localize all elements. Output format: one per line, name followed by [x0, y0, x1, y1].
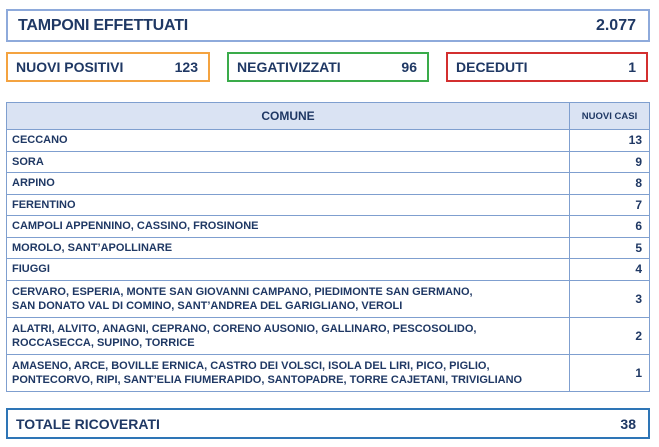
table-row	[7, 237, 650, 259]
table-row	[7, 354, 650, 391]
tamponi-box	[6, 9, 650, 42]
table-row	[7, 130, 650, 152]
header-comune: COMUNE	[7, 103, 570, 130]
comune-line: SAN DONATO VAL DI COMINO, SANT’ANDREA DEL GARIGLIANO, VEROLI	[12, 299, 403, 312]
comune-line: CERVARO, ESPERIA, MONTE SAN GIOVANNI CAMPANO, PIEDIMONTE SAN GERMANO,	[12, 285, 473, 298]
negativizzati-value: 96	[401, 59, 417, 75]
comune-line: ALATRI, ALVITO, ANAGNI, CEPRANO, CORENO AUSONIO, GALLINARO, PESCOSOLIDO,	[12, 322, 477, 335]
table-row	[7, 259, 650, 281]
comune-line: AMASENO, ARCE, BOVILLE ERNICA, CASTRO DEI VOLSCI, ISOLA DEL LIRI, PICO, PIGLIO,	[12, 359, 490, 372]
casi-cell: 7	[570, 194, 650, 216]
casi-cell: 4	[570, 259, 650, 281]
tamponi-value: 2.077	[595, 16, 636, 34]
negativizzati-label: NEGATIVIZZATI	[237, 59, 341, 75]
comune-cell: SORA	[7, 151, 570, 173]
deceduti-box	[446, 52, 648, 82]
table-header-row	[7, 103, 650, 130]
header-nuovi-casi: NUOVI CASI	[570, 103, 650, 130]
comune-line: ROCCASECCA, SUPINO, TORRICE	[12, 336, 195, 349]
casi-cell: 13	[570, 130, 650, 152]
deceduti-label: DECEDUTI	[456, 59, 528, 75]
nuovi-positivi-value: 123	[174, 59, 198, 75]
totale-ricoverati-value: 38	[620, 415, 636, 432]
table-row	[7, 280, 650, 317]
comune-cell	[7, 280, 570, 317]
comune-cell: CAMPOLI APPENNINO, CASSINO, FROSINONE	[7, 216, 570, 238]
nuovi-positivi-label: NUOVI POSITIVI	[16, 59, 124, 75]
casi-cell: 5	[570, 237, 650, 259]
casi-cell: 6	[570, 216, 650, 238]
comune-cell	[7, 354, 570, 391]
comune-cell: CECCANO	[7, 130, 570, 152]
negativizzati-box	[227, 52, 429, 82]
comune-cell: FIUGGI	[7, 259, 570, 281]
nuovi-positivi-box	[6, 52, 210, 82]
comune-cell: FERENTINO	[7, 194, 570, 216]
totale-ricoverati-box	[6, 408, 650, 439]
comune-cell: ARPINO	[7, 173, 570, 195]
comuni-table	[6, 102, 650, 392]
comune-cell: MOROLO, SANT’APOLLINARE	[7, 237, 570, 259]
table-row	[7, 194, 650, 216]
deceduti-value: 1	[628, 59, 636, 75]
table-row	[7, 317, 650, 354]
casi-cell: 2	[570, 317, 650, 354]
tamponi-label: TAMPONI EFFETTUATI	[18, 16, 189, 34]
totale-ricoverati-label: TOTALE RICOVERATI	[16, 415, 160, 432]
casi-cell: 8	[570, 173, 650, 195]
casi-cell: 1	[570, 354, 650, 391]
comune-line: PONTECORVO, RIPI, SANT’ELIA FIUMERAPIDO, SANTOPADRE, TORRE CAJETANI, TRIVIGLIANO	[12, 373, 523, 386]
casi-cell: 9	[570, 151, 650, 173]
casi-cell: 3	[570, 280, 650, 317]
table-row	[7, 173, 650, 195]
table-row	[7, 216, 650, 238]
comune-cell	[7, 317, 570, 354]
table-row	[7, 151, 650, 173]
